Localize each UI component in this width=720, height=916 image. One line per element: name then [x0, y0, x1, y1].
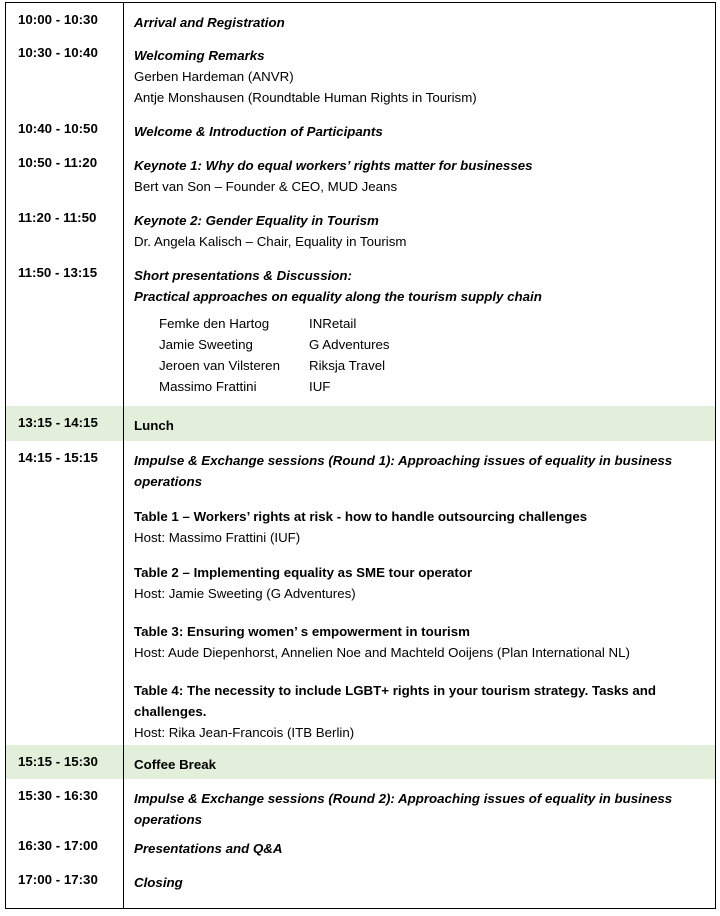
panelist-org: Riksja Travel: [309, 358, 386, 373]
table-title: Table 3: Ensuring women’ s empowerment in tourism: [134, 624, 470, 639]
time-slot: 15:15 - 15:30: [18, 754, 98, 769]
session-title: Keynote 2: Gender Equality in Tourism: [134, 213, 379, 228]
panelist-name: Femke den Hartog: [159, 316, 270, 331]
agenda-table: [5, 0, 716, 909]
agenda-row: [6, 256, 715, 406]
table-host: Host: Aude Diepenhorst, Annelien Noe and Machteld Ooijens (Plan International NL): [134, 645, 630, 660]
panel-member: [159, 355, 709, 376]
session-title: Arrival and Registration: [134, 15, 285, 30]
agenda-row: [6, 829, 715, 863]
time-slot: 13:15 - 14:15: [18, 415, 98, 430]
session-cell: [134, 12, 709, 33]
speaker: Gerben Hardeman (ANVR): [134, 69, 294, 84]
agenda-row: [6, 863, 715, 908]
session-cell: [134, 788, 709, 830]
session-title: Impulse & Exchange sessions (Round 2): Approaching issues of equality in business operations: [134, 791, 673, 827]
session-title: Welcome & Introduction of Participants: [134, 124, 383, 139]
table-host: Host: Rika Jean-Francois (ITB Berlin): [134, 725, 355, 740]
speaker: Bert van Son – Founder & CEO, MUD Jeans: [134, 179, 398, 194]
session-cell: [134, 265, 709, 397]
time-slot: 11:20 - 11:50: [18, 210, 97, 225]
table-border-bottom: [5, 908, 716, 909]
session-cell: [134, 754, 709, 775]
session-cell: [134, 121, 709, 142]
session-cell: [134, 210, 709, 252]
time-slot: 15:30 - 16:30: [18, 788, 98, 803]
panel-member: [159, 376, 709, 397]
table-host: Host: Massimo Frattini (IUF): [134, 530, 301, 545]
agenda-row: [6, 779, 715, 829]
agenda-row: [6, 201, 715, 256]
time-slot: 10:50 - 11:20: [18, 155, 98, 170]
session-title: Short presentations & Discussion:: [134, 268, 352, 283]
time-slot: 10:00 - 10:30: [18, 12, 98, 27]
table-border-right: [715, 2, 716, 909]
session-cell: [134, 45, 709, 108]
agenda-row-coffee: [6, 745, 715, 779]
panel-list: [159, 313, 709, 397]
table-border-left: [5, 2, 6, 909]
table-title: Table 4: The necessity to include LGBT+ rights in your tourism strategy. Tasks and challenges.: [134, 683, 657, 719]
session-title: Closing: [134, 875, 183, 890]
speaker: Antje Monshausen (Roundtable Human Rights in Tourism): [134, 90, 477, 105]
agenda-row-lunch: [6, 406, 715, 441]
time-slot: 14:15 - 15:15: [18, 450, 98, 465]
table-host: Host: Jamie Sweeting (G Adventures): [134, 586, 356, 601]
session-cell: [134, 838, 709, 859]
session-title: Keynote 1: Why do equal workers’ rights matter for businesses: [134, 158, 533, 173]
session-title: Impulse & Exchange sessions (Round 1): Approaching issues of equality in business operations: [134, 453, 673, 489]
table-title: Table 1 – Workers’ rights at risk - how to handle outsourcing challenges: [134, 509, 588, 524]
panelist-name: Jamie Sweeting: [159, 337, 253, 352]
speaker: Dr. Angela Kalisch – Chair, Equality in Tourism: [134, 234, 407, 249]
session-cell: [134, 872, 709, 893]
panelist-org: G Adventures: [309, 337, 390, 352]
agenda-row: [6, 36, 715, 112]
table-border-top: [5, 2, 716, 3]
agenda-row: [6, 112, 715, 146]
table-title: Table 2 – Implementing equality as SME tour operator: [134, 565, 473, 580]
agenda-row: [6, 3, 715, 36]
session-title: Lunch: [134, 418, 174, 433]
agenda-row: [6, 441, 715, 745]
panelist-name: Jeroen van Vilsteren: [159, 358, 280, 373]
agenda-row: [6, 146, 715, 201]
time-slot: 10:40 - 10:50: [18, 121, 98, 136]
session-title: Presentations and Q&A: [134, 841, 283, 856]
panelist-org: INRetail: [309, 316, 357, 331]
session-cell: [134, 450, 709, 743]
session-title: Coffee Break: [134, 757, 217, 772]
panel-member: [159, 313, 709, 334]
session-cell: [134, 155, 709, 197]
time-slot: 10:30 - 10:40: [18, 45, 98, 60]
session-cell: [134, 415, 709, 436]
panelist-name: Massimo Frattini: [159, 379, 257, 394]
panelist-org: IUF: [309, 379, 331, 394]
column-divider: [123, 2, 124, 909]
session-subtitle: Practical approaches on equality along the tourism supply chain: [134, 289, 542, 304]
session-title: Welcoming Remarks: [134, 48, 265, 63]
panel-member: [159, 334, 709, 355]
time-slot: 11:50 - 13:15: [18, 265, 98, 280]
time-slot: 17:00 - 17:30: [18, 872, 98, 887]
time-slot: 16:30 - 17:00: [18, 838, 98, 853]
